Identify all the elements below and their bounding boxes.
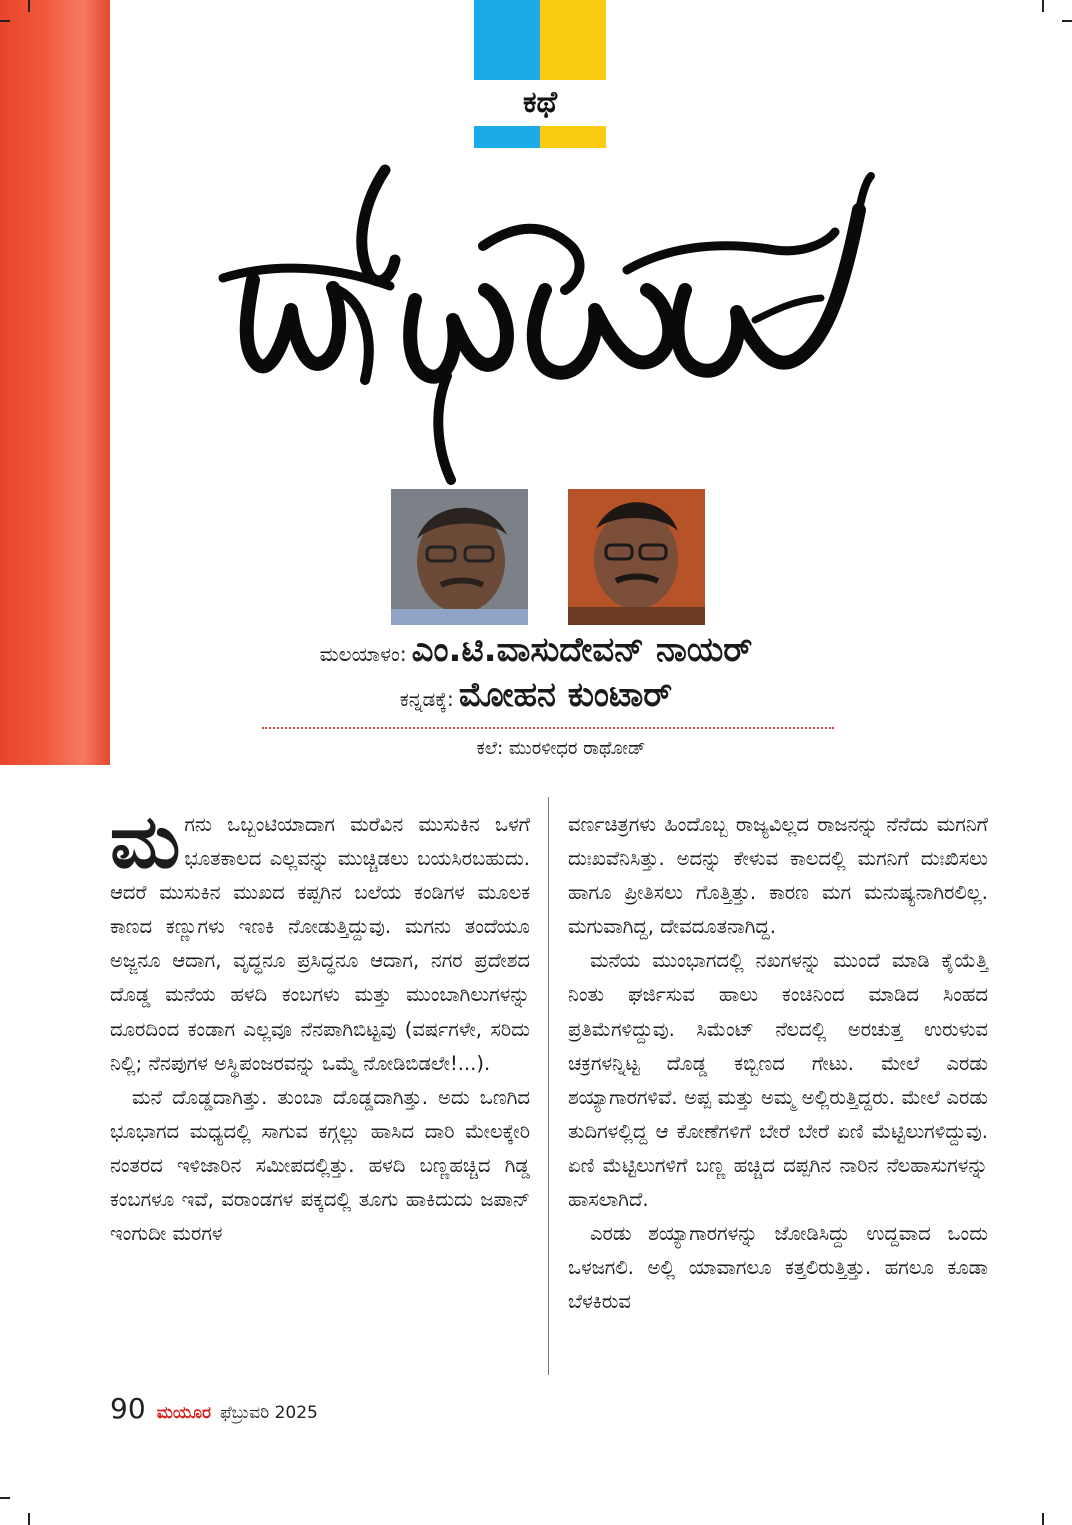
tag-yellow-block (540, 0, 606, 80)
crop-mark (1062, 20, 1072, 22)
crop-mark (28, 0, 30, 12)
section-tag-label: ಕಥೆ (522, 85, 558, 120)
author-photo (391, 489, 528, 625)
body-column-left (110, 799, 530, 1251)
dotted-divider (262, 727, 834, 729)
page-footer (110, 1392, 318, 1425)
tag-blue-block (474, 0, 540, 80)
original-language-label: ಮಲಯಾಳಂ: (319, 642, 407, 666)
crop-mark (1042, 0, 1044, 12)
body-column-right (568, 808, 988, 1319)
translator-name: ಮೋಹನ ಕುಂಟಾರ್ (458, 675, 673, 715)
story-title-calligraphy (215, 150, 895, 490)
translator-photo (568, 489, 705, 625)
translation-label: ಕನ್ನಡಕ್ಕೆ: (399, 687, 454, 711)
translator-byline (0, 675, 1072, 715)
crop-mark (28, 1513, 30, 1525)
artist-credit: ಕಲೆ: ಮುರಳೀಧರ ರಾಥೋಡ್ (476, 738, 646, 759)
magazine-name: ಮಯೂರ (156, 1403, 211, 1423)
original-author-name: ಎಂ.ಟಿ.ವಾಸುದೇವನ್ ನಾಯರ್ (411, 630, 753, 670)
crop-mark (1042, 1513, 1044, 1525)
paragraph-text: ಗನು ಒಬ್ಬಂಟಿಯಾದಾಗ ಮರೆವಿನ ಮುಸುಕಿನ ಒಳಗೆ ಭೂತಕಾಲದ ಎಲ್ಲವನ್ನು ಮುಚ್ಚಿಡಲು ಬಯಸಿರಬಹುದು. ಆದರೆ ಮುಸುಕಿನ ಮುಖದ ಕಪ್ಪಗಿನ ಬಲೆಯ ಕಂಡಿಗಳ ಮೂಲಕ ಕಾಣದ ಕಣ್ಣುಗಳು ಇಣಕಿ ನೋಡುತ್ತಿದ್ದುವು. ಮಗನು ತಂದೆಯೂ ಅಜ್ಜನೂ ಆದಾಗ, ವೃದ್ಧನೂ ಪ್ರಸಿದ್ಧನೂ ಆದಾಗ, ನಗರ ಪ್ರದೇಶದ ದೊಡ್ಡ ಮನೆಯ ಹಳದಿ ಕಂಬಗಳು ಮತ್ತು ಮುಂಬಾಗಿಲುಗಳನ್ನು ದೂರದಿಂದ ಕಂಡಾಗ ಎಲ್ಲವೂ ನೆನಪಾಗಿಬಿಟ್ಟವು (ವರ್ಷಗಳೇ, ಸರಿದು ನಿಲ್ಲಿ; ನೆನಪುಗಳ ಅಸ್ಥಿಪಂಜರವನ್ನು ಒಮ್ಮೆ ನೋಡಿಬಿಡಲೇ!...). (110, 813, 530, 1075)
original-author-byline (0, 630, 1072, 670)
tag-blue-strip (474, 126, 540, 148)
paragraph: ಎರಡು ಶಯ್ಯಾಗಾರಗಳನ್ನು ಜೋಡಿಸಿದ್ದು ಉದ್ದವಾದ ಒಂದು ಒಳಜಗಲಿ. ಅಲ್ಲಿ ಯಾವಾಗಲೂ ಕತ್ತಲಿರುತ್ತಿತ್ತು. ಹಗಲೂ ಕೂಡಾ ಬೆಳಕಿರುವ (568, 1222, 988, 1314)
tag-yellow-strip (540, 126, 606, 148)
drop-cap: ಮ (110, 799, 181, 885)
paragraph: ಮನೆಯ ಮುಂಭಾಗದಲ್ಲಿ ನಖಗಳನ್ನು ಮುಂದೆ ಮಾಡಿ ಕೈಯೆತ್ತಿ ನಿಂತು ಘರ್ಜಿಸುವ ಹಾಲು ಕಂಚಿನಿಂದ ಮಾಡಿದ ಸಿಂಹದ ಪ್ರತಿಮೆಗಳಿದ್ದುವು. ಸಿಮೆಂಟ್ ನೆಲದಲ್ಲಿ ಅರಚುತ್ತ ಉರುಳುವ ಚಕ್ರಗಳನ್ನಿಟ್ಟ ದೊಡ್ಡ ಕಬ್ಬಿಣದ ಗೇಟು. ಮೇಲೆ ಎರಡು ಶಯ್ಯಾಗಾರಗಳಿವೆ. ಅಪ್ಪ ಮತ್ತು ಅಮ್ಮ ಅಲ್ಲಿರುತ್ತಿದ್ದರು. ಮೇಲೆ ಎರಡು ತುದಿಗಳಲ್ಲಿದ್ದ ಆ ಕೋಣೆಗಳಿಗೆ ಬೇರೆ ಬೇರೆ ಏಣಿ ಮೆಟ್ಟಿಲುಗಳಿದ್ದುವು. ಏಣಿ ಮೆಟ್ಟಿಲುಗಳಿಗೆ ಬಣ್ಣ ಹಚ್ಚಿದ ದಪ್ಪಗಿನ ನಾರಿನ ನೆಲಹಾಸುಗಳನ್ನು ಹಾಸಲಾಗಿದೆ. (568, 949, 988, 1212)
column-rule (548, 797, 549, 1375)
page-number: 90 (110, 1392, 146, 1425)
section-tag (474, 0, 606, 150)
issue-date: ಫೆಬ್ರುವರಿ 2025 (220, 1403, 318, 1423)
crop-mark (0, 1497, 10, 1499)
paragraph (110, 799, 530, 1081)
paragraph: ವರ್ಣಚಿತ್ರಗಳು ಹಿಂದೊಬ್ಬ ರಾಜ್ಯವಿಲ್ಲದ ರಾಜನನ್ನು ನೆನೆದು ಮಗನಿಗೆ ದುಃಖವೆನಿಸಿತ್ತು. ಅದನ್ನು ಕೇಳುವ ಕಾಲದಲ್ಲಿ ಮಗನಿಗೆ ದುಃಖಿಸಲು ಹಾಗೂ ಪ್ರೀತಿಸಲು ಗೊತ್ತಿತ್ತು. ಕಾರಣ ಮಗ ಮನುಷ್ಯನಾಗಿರಲಿಲ್ಲ. ಮಗುವಾಗಿದ್ದ, ದೇವದೂತನಾಗಿದ್ದ. (568, 813, 988, 939)
paragraph: ಮನೆ ದೊಡ್ಡದಾಗಿತ್ತು. ತುಂಬಾ ದೊಡ್ಡದಾಗಿತ್ತು. ಅದು ಒಣಗಿದ ಭೂಭಾಗದ ಮಧ್ಯದಲ್ಲಿ ಸಾಗುವ ಕಗ್ಗಲ್ಲು ಹಾಸಿದ ದಾರಿ ಮೇಲಕ್ಕೇರಿ ನಂತರದ ಇಳಿಜಾರಿನ ಸಮೀಪದಲ್ಲಿತ್ತು. ಹಳದಿ ಬಣ್ಣಹಚ್ಚಿದ ಗಿಡ್ಡ ಕಂಬಗಳೂ ಇವೆ, ವರಾಂಡಗಳ ಪಕ್ಕದಲ್ಲಿ ತೂಗು ಹಾಕಿದುದು ಜಪಾನ್ ಇಂಗುದೀ ಮರಗಳ (110, 1085, 530, 1246)
crop-mark (0, 20, 10, 22)
